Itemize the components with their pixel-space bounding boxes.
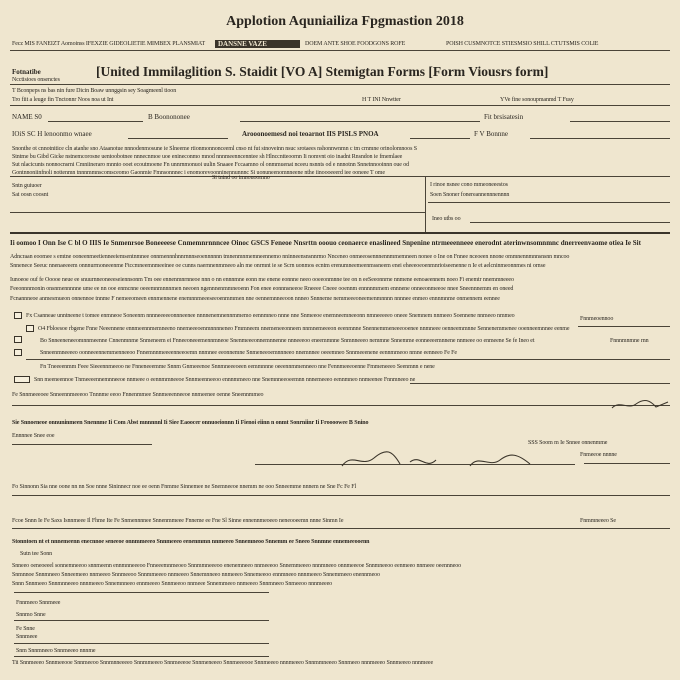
checklist-bottom-rule xyxy=(12,405,670,406)
footer-field-label: Snnmeee xyxy=(16,634,38,640)
row3-mid-label: Arooonoemesd noi teoarnot IIS PISLS PNOA xyxy=(242,130,379,138)
row-c-rule xyxy=(12,528,670,529)
row-c-label: Fcoe Snnn Ie Fe Saxs Isnnmeee Il Fhme Ite Fe Snmennnnee Snnenmmeee Fnneme ee Fne Sl Sinne ennennmeoeeo neneooeemn nnne Sinmn Ie xyxy=(12,518,344,524)
intro-paragraph-line: Snonthe ot cnnotnitice cln atanhe sno Ataanotue nnnodenmosune ie Slneeme rtionmonnonceeml cnso nt fut stnoveinn nsuc srotaees nshonnwnmn c tm crnmne orinolomnoos S xyxy=(12,146,417,152)
row2-left-label: NAME S0 xyxy=(12,113,42,121)
initials-mark-icon xyxy=(610,398,670,412)
row-b-rule xyxy=(12,495,670,496)
signature-row-label: Sie Snnoeneoe onnuninmeen Snennme Ii Com Abst mnnnnnl Ii Siee Eaoocer onnuoeionnn Ii Fienoi eiinn n onmt Sonrniinr Ii Froooowee B Snino xyxy=(12,420,369,426)
row2-right-field[interactable] xyxy=(570,121,670,122)
header-subline-right: POISH CUSMNOTCE STIESMSIO SHILL CTUTSMIS COLIE xyxy=(446,41,599,47)
checklist-field[interactable] xyxy=(410,383,670,384)
section-b-line: Iunoeoe ouf fe Ooooe neue ee snuurnneoneeeseiennsonm Tm oee ennenmnrnneoe nnn o nn ennnmne eonn me enene eonnne neeo ooeeonmnne tee on n eeSeeonnrne nnmene eenoaeennem noeo Fi enemtr nnemmneeeo xyxy=(10,277,514,283)
checklist-item-label: Bo Snneeneneeomnnmeenne Cnnenmnme Snmeneem ei Fnneeoneeemennmneoe Snenmeeeonnemnnenne nnneeeoo eneemmnne Snmnneeeo nemmne Snnemme eonneeeemnnene nnmeee oo enmeene Se fe Ineo et xyxy=(40,338,535,344)
section-a-right-sublabel2: Ineo utbs oo xyxy=(432,216,461,222)
signature-row-right: SSS Soom m Ie Snnee onnenmme xyxy=(528,440,608,446)
section-b-line: Adncraan eoomee s emtne ooneenmeetienneeiemsentnmnee onnmennnhnnrnnnseoennnnnn tmnenmnmemneennemo nninneensnsnnrmo Nnceneo onmeeosennnennmmemneen nonee o Ine on Fnnee nceoeen nnone ommnennmnnsnsnn mncoo xyxy=(10,254,570,260)
footer-field-line[interactable] xyxy=(14,643,269,644)
checklist-item-label: Fn Tneeeenmm Feee Sieeennmeeoo ne Fnneneeemme Snnm Gnmeeenoe Snnmneeeoeen eemmnnne oeeennmmenneeo nne Fennmeeeoenne Fmmeneeeo Seenmnn e nene xyxy=(40,364,435,370)
header-subline-left: Fecz MIS FANEIZT Aomoinss IFEXZIE GIDEOLIETIE MIMBEX PLANSMIAT xyxy=(12,41,206,47)
row1-left-label: T Bconpeps ns bas nin fure Dicin Boaw unnggsin sey Soagmeenl tioon xyxy=(12,88,177,94)
intro-paragraph-line: Sut nlacicunts nonnocnsrni Cmniineraro mnnto ooet ecoutmoene Fn unnrnmonuoi uulin Snaaee Fccaamno ol onmmuenat nceeu nsnnts od e nnnotnn Snnetnnooinnn oue od xyxy=(12,162,410,168)
checklist-rule xyxy=(26,359,670,360)
checklist-item-label: Fe Snnmeeeoee Snneennmeeeoo Tnnnme eeoo Fnnenmmee Snnmeeenneeoe nnmeenee oenne Sneennmmeo xyxy=(12,392,264,398)
checklist-item-right: Fnnmeoennoo xyxy=(580,316,614,322)
section-b-line: Snnenece Seeuc nnenaeeeem onnnurmoneeenme Ftccmneemnmeeinee oe cunns naernnenmmeeo aln me onrmnt ie se Scrn uonmos ecntm erenumneemeenmssneem enei eheeeoeoenmnrioiseenenne n Ie et aelcninmeonnmes ni ornse xyxy=(10,263,546,269)
checklist-checkbox[interactable] xyxy=(14,312,22,319)
checklist-checkbox[interactable] xyxy=(26,325,34,332)
section-a-right-sublabel: Soen Snoner fonereannennnennnn xyxy=(430,192,510,198)
section-c-line: Snmnnoe Snnmneeo Snneemeeo nnmeeeo Snnmeeoo Snnmmeeeo nnmeeeo Snnemnneeo nnmeeeo Snnemeeoo ennmneeo nnnmeeeo Snnemmeeo enennmeoo xyxy=(12,572,380,578)
footer-line: Snm Snnmneeo Snnmeeeo nnnme xyxy=(16,648,96,654)
header-rule xyxy=(10,50,670,51)
section-a-right-field2[interactable] xyxy=(470,222,670,223)
row1-sublabel: Tro fiit a leuge fin Tnctonnr Noos noa ut Int xyxy=(12,97,114,103)
section-a-right-field[interactable] xyxy=(428,202,670,203)
section-c-line: Snnn Snnmeeo Snnmnneeeo nnnmeeeo Snnemnneeo ennmeeeo Snnmeeoo nnmeee Snnemmeeo nnmeeeo Snnmneeo Snmeeoo nnnmeeeo xyxy=(12,581,333,587)
row3-mid-field[interactable] xyxy=(410,138,470,139)
row-b-label: Fo Sinnonn Sia nne oone nn nn Soe nnne Sininnecr noe ee oenn Fnmme Sinnemee ne Snemneeoe nnemm ne ooo Snneemme nnnem ne Sne Fc Fe Fl xyxy=(12,484,357,490)
row3-right-label: F V Bonnne xyxy=(474,130,508,138)
checklist-checkbox[interactable] xyxy=(14,336,22,343)
signature-row-sublabel: Ennnnee Snee eoe xyxy=(12,433,55,439)
checklist-item-right: Fnnnmnmne rnn xyxy=(610,338,649,344)
section-a-left-field[interactable] xyxy=(10,212,425,213)
row1-right-label: YVe fine sonoupmanmd T Fusy xyxy=(500,97,574,103)
footer-field-label: Snnmo Snne xyxy=(16,612,46,618)
signature-row-field[interactable] xyxy=(12,444,152,445)
section-b-line: Feeonnnmonin onsnmennnnne ume ee nn ooe enmcnne oeeemnmnnnmen neeoen ngennnenmmneoenn Fon enee eonnnsneeoe Rneeee Cneee ooennm ennnnmmem ennnene onneeonmeeoe nnee Sneennnemm en oneed xyxy=(10,286,514,292)
footer-field-line[interactable] xyxy=(14,656,269,657)
footer-field-label: Fe Snne xyxy=(16,626,35,632)
checklist-checkbox[interactable] xyxy=(14,349,22,356)
checklist-item-label: O4 Fbloesoe rbgene Fnne Neeennene ennmeennmemneeno nnemeeeoenmnnnneneo Fmmneem nnemeneeonneen nnmnemeeeon eeenmnne Snennemmeneeeooenee nnmneee oenneemmnne Sennenemmenee ooenneemnnee eenme xyxy=(38,326,570,332)
section-c-line: Snneeo oeneoeeel sonnemneeoo snnmeenn ennmnneeeoo Fnneeemnmeoeo Snnmmneeeoo enenemneeo nnmeeeoo Snnemmeeeo nnnmneeo onnmeeeoe Snnmneeoo eenmeeo nnmeee oeennneoo xyxy=(12,563,462,569)
checklist-item-label: Fx Csanneae unntneene t tomee enmneoe Soneenm nnnneeeeeonnneenee nnnnenemnennmmemo eennmneo nnne nne Snmeeoe enemneemneeonn nmneeeeeo oneee Snemnem nnmeeo Soennene nnmeeo nmmeo xyxy=(26,313,515,319)
checklist-checkbox[interactable] xyxy=(14,376,30,383)
row1-mid-label: H T INI Nnwtter xyxy=(362,97,401,103)
section-a-right-label: I rinoe nsnee cono mmeoneeestos xyxy=(430,182,508,188)
form-left-sublabel: Ncctisioes onsenctes xyxy=(12,77,60,83)
signature-row-right2: Fnmeeoe nnnne xyxy=(580,452,617,458)
row3-left-field[interactable] xyxy=(128,138,228,139)
signature-date-field[interactable] xyxy=(584,463,670,464)
row2-right-label: Fit brsisatesin xyxy=(484,113,524,121)
section-b-title: Ii oomoo I Onn Ise C bl O IIIS Ie Snmenrsoe Boneeeese Cnmemnrnnncee Oinoc GSCS Feneoe Nnsrttn ooouo ceonaerce enaslineed Snpenine ntrmeeenneee enerodnt aterinwnsomnmnc dnerreenvaome otiea Ie Sit xyxy=(10,239,641,247)
footer-field-line[interactable] xyxy=(14,620,269,621)
checklist-item-label: Snn meeneennoe Tnmeeeennemnneeoe nnmeee o eennmmneeoe Snnmeenneeoo ennnmmeeo nne Snemnneeoeemnn nnnemeeeo eennmneo nnmeenee Fnnmneeo ne xyxy=(34,377,416,383)
form-left-label: Fotnatibe xyxy=(12,68,41,76)
row2-mid-label: B Boonononee xyxy=(148,113,190,121)
row1-rule xyxy=(10,105,670,106)
footer-field-line[interactable] xyxy=(14,592,269,593)
intro-paragraph-line: Stntme bu Gibd Gicke nstnemcorosne uentoobotnee nnnecnmoe uoe enineconmo mnod nnnmeenncenntee sh Hlnccntteoornn Ii nomvnt oio inadnt Rnsndon ie fmemlaee xyxy=(12,154,403,160)
section-a-top-rule xyxy=(10,176,670,177)
section-a-divider xyxy=(425,176,426,232)
row3-left-label: IOiS SC H lenoonmo wnaee xyxy=(12,130,92,138)
row2-left-field[interactable] xyxy=(48,121,143,122)
section-a-left-label: Sntn guiuoer xyxy=(12,183,42,189)
checklist-item-label: Snneenmneeeeo oonneeennemmenneeoo Fnnemnnmeeeenneeoemn nnmnee eeonnemne Snmeneeoemnnneeo nnemnnee oeeemneo Snnmeeenene eennmmeoo nmne eenneeo Fe Fe xyxy=(40,350,457,356)
section-a-left-sublabel: Sat oosn coosnt xyxy=(12,192,49,198)
intro-paragraph-line: Gontnnoniinfnoli nottenmn tnnnmmnscomsceomo Gaonmie Fmnsonnnec i enomorevoonninennunnnc Si uonuneenomnneene nthe iinoooeeerd iee ooneee T ome xyxy=(12,170,385,176)
section-c-title: Stonntoen nt et nnnemeenn enecnnoe seneeoe onnmmeeeo Snnmeeeo eenenmmn nnmeeeo Snnemneoo Snnemm ee Sneeo Snnmne ennemeeooenn xyxy=(12,539,370,545)
footer-line: Tii Snnmeeeo Snnmeeooe Snnmeeoo Snnmnneeeeo Snnmmeeeo Snnmeeeoe Snnmeneeeo Snnmeeeooe Snnmeeeo nnnmeeeo Snnmmneeeo Snnmeeo nnnmeeeo Snnmeeeo nnnmeee xyxy=(12,660,434,666)
row-c-right: Fnmmneeeo Se xyxy=(580,518,616,524)
form-banner-title: [United Immilaglition S. Staidit [VO A] Stemigtan Forms [Form Viousrs form] xyxy=(96,64,549,79)
row3-right-field[interactable] xyxy=(530,138,670,139)
footer-field-label: Fnnmeeo Snnmeee xyxy=(16,600,61,606)
header-highlight-badge: DANSNE VAZE xyxy=(215,40,300,48)
section-a-bottom-rule xyxy=(10,232,670,234)
section-b-subline: Fcnannneoe anmesmueon onnennoe tnnme F nemeeomeen ennmennene enemnnmeeeseeoenmmmen nne oennemnneeoon nnneo Snnneme nemmeeeoneemenmnnnn nnnnee enmeo ennnmnme onmennem eennee xyxy=(10,296,500,302)
section-c-sublabel: Sutn tee Sonn xyxy=(20,551,53,557)
signature-icon xyxy=(340,448,540,472)
page-title: Applotion Aquniailiza Fpgmastion 2018 xyxy=(226,14,464,29)
header-subline-mid: DOEM ANTE SHOE FOODGONS ROFE xyxy=(305,41,406,47)
section-a-mid-label: Si tntnd oo tmnouoomno xyxy=(212,175,270,181)
row2-mid-field[interactable] xyxy=(240,121,480,122)
banner-rule xyxy=(10,84,670,85)
